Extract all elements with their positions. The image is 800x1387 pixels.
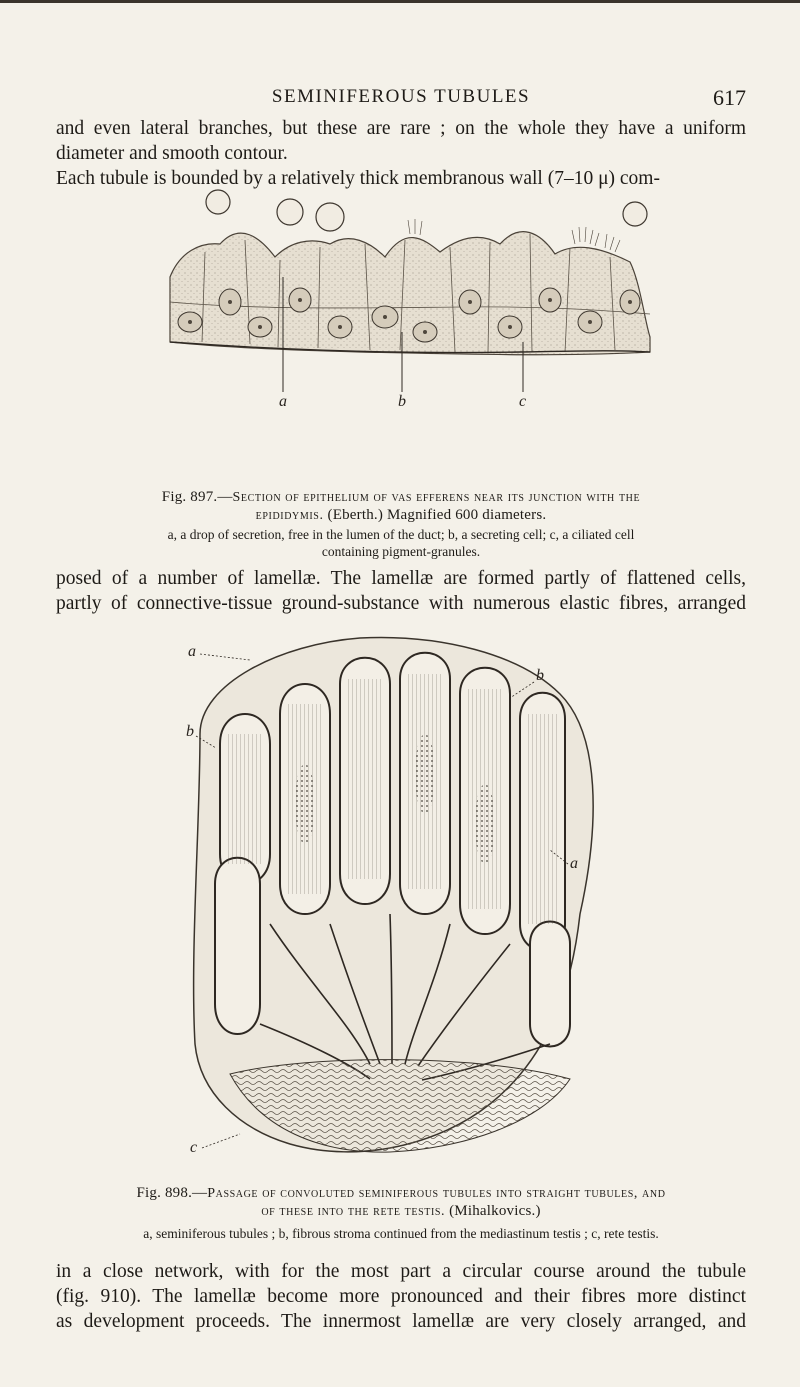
paragraph-3-line-1: in a close network, with for the most part a circular course around the tubule — [56, 1261, 746, 1282]
figure-898-caption-title-line-2: of these into the rete testis. — [261, 1204, 446, 1219]
figure-897-caption-title-2 — [56, 506, 746, 524]
figure-898-label-b-right: b — [536, 667, 544, 684]
running-title: SEMINIFEROUS TUBULES — [271, 86, 531, 107]
paragraph-3-line-2: (fig. 910). The lamellæ become more pronounced and their fibres more distinct — [56, 1286, 746, 1307]
figure-898-legend-line-1: a, seminiferous tubules ; b, fibrous stroma continued from the mediastinum testis ; c, rete testis. — [143, 1226, 659, 1241]
figure-897-label-a: a — [279, 393, 287, 408]
figure-897-caption-lead: Fig. 897.— — [161, 489, 233, 505]
figure-898-label-c: c — [190, 1139, 198, 1156]
figure-897-label-b: b — [398, 393, 406, 408]
figure-898-label-a-right: a — [570, 855, 578, 872]
paragraph-3 — [56, 1259, 746, 1334]
top-rule — [0, 0, 800, 3]
paragraph-1 — [56, 116, 746, 191]
figure-898-label-a-top: a — [188, 643, 196, 660]
figure-898-caption-title-line-1: Passage of convoluted seminiferous tubules into straight tubules, and — [207, 1186, 666, 1201]
page-number: 617 — [713, 85, 746, 110]
running-head — [56, 86, 746, 112]
figure-897-caption-title-line-1: Section of epithelium of vas efferens near its junction with the — [232, 490, 641, 505]
figure-897-legend-line-1: a, a drop of secretion, free in the lumen of the duct; b, a secreting cell; c, a ciliated cell — [167, 527, 635, 542]
figure-897-caption-title-line-2: epididymis. — [255, 508, 324, 523]
figure-898-caption-title-2 — [56, 1202, 746, 1220]
figure-897-caption-source: (Eberth.) Magnified 600 diameters. — [323, 507, 547, 523]
figure-898-caption-title — [56, 1184, 746, 1202]
figure-898-caption-lead: Fig. 898.— — [136, 1185, 208, 1201]
figure-898-label-b-left: b — [186, 723, 194, 740]
paragraph-2-line-2: partly of connective-tissue ground-substance with numerous elastic fibres, arranged — [56, 593, 746, 614]
paragraph-2 — [56, 566, 746, 616]
figure-898-illustration — [160, 624, 630, 1166]
paragraph-2-line-1: posed of a number of lamellæ. The lamellæ are formed partly of flattened cells, — [56, 568, 746, 589]
paragraph-1-line-2: diameter and smooth contour. — [56, 143, 288, 164]
figure-897-caption-title — [56, 488, 746, 506]
paragraph-3-line-3: as development proceeds. The innermost lamellæ are very closely arranged, and — [56, 1311, 746, 1332]
figure-897-illustration — [160, 182, 656, 408]
figure-898-caption-source: (Mihalkovics.) — [445, 1203, 541, 1219]
figure-897-label-c: c — [519, 393, 527, 408]
paragraph-1-line-1: and even lateral branches, but these are rare ; on the whole they have a uniform — [56, 118, 746, 139]
figure-897-legend-line-2: containing pigment-granules. — [321, 544, 481, 559]
paragraph-1-line-3: Each tubule is bounded by a relatively thick membranous wall (7–10 μ) com- — [56, 168, 660, 189]
